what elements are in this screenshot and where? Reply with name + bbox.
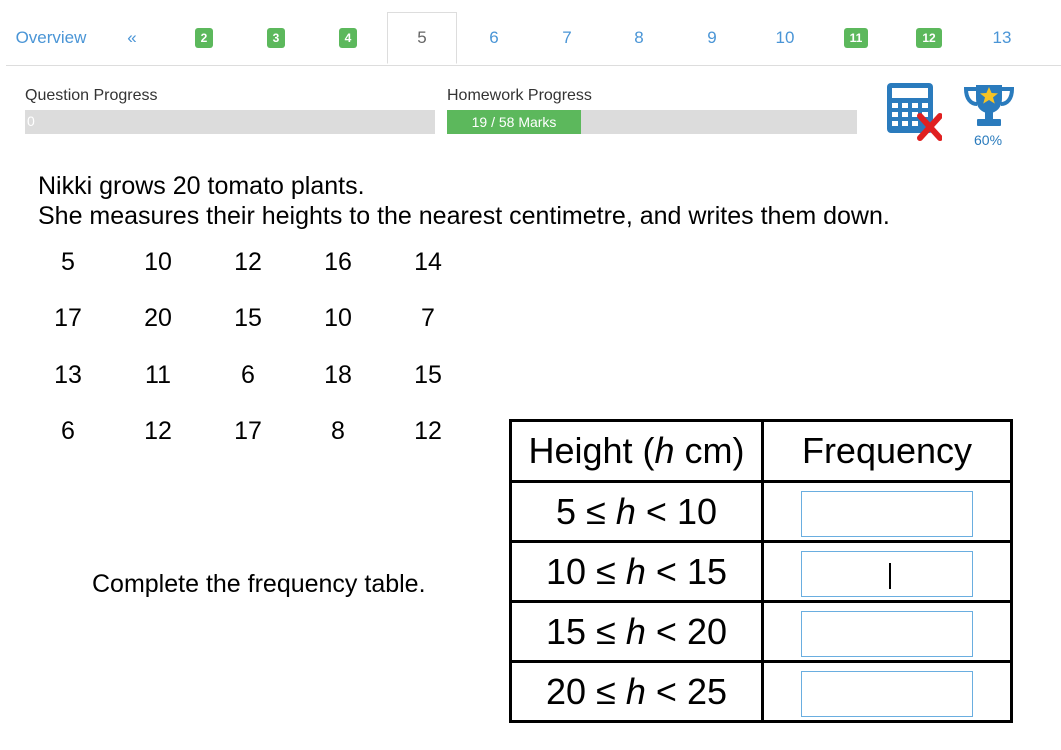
header-text: Height (	[528, 430, 655, 471]
height-interval	[511, 662, 763, 722]
height-value: 6	[61, 417, 75, 445]
tab-question-4[interactable]	[312, 12, 384, 64]
homework-progress-label: Homework Progress	[447, 87, 592, 104]
le-symbol: ≤	[596, 550, 616, 592]
calculator-disabled-icon[interactable]	[886, 82, 942, 142]
tab-overview[interactable]	[6, 12, 96, 64]
question-tabs	[6, 12, 1061, 66]
trophy-icon[interactable]	[963, 82, 1015, 128]
height-value: 17	[234, 417, 262, 445]
lt-symbol: <	[655, 610, 677, 652]
tab-label: «	[127, 28, 137, 47]
interval-low: 5	[556, 490, 577, 532]
completed-badge: 4	[339, 28, 358, 48]
interval-low: 10	[546, 550, 587, 592]
height-value: 8	[331, 417, 345, 445]
tab-question-9[interactable]	[675, 12, 749, 64]
height-value: 18	[324, 361, 352, 389]
tab-question-2[interactable]	[168, 12, 240, 64]
tab-label: 6	[489, 28, 499, 47]
completed-badge: 2	[195, 28, 214, 48]
tab-question-11[interactable]	[821, 12, 891, 64]
tab-label: 13	[992, 28, 1012, 47]
frequency-cell	[763, 662, 1012, 722]
height-column-header	[511, 421, 763, 482]
tab-label: 8	[634, 28, 644, 47]
table-row	[511, 602, 1012, 662]
header-variable: h	[654, 430, 675, 471]
table-header-row	[511, 421, 1012, 482]
height-value: 6	[241, 361, 255, 389]
height-value: 14	[414, 248, 442, 276]
question-line-1: Nikki grows 20 tomato plants.	[38, 172, 365, 200]
height-value: 15	[234, 304, 262, 332]
tab-question-12[interactable]	[891, 12, 967, 64]
lt-symbol: <	[645, 490, 667, 532]
lt-symbol: <	[655, 550, 677, 592]
interval-low: 20	[546, 670, 587, 712]
height-value: 20	[144, 304, 172, 332]
frequency-input[interactable]	[801, 671, 973, 717]
frequency-input[interactable]	[801, 611, 973, 657]
frequency-input[interactable]	[801, 551, 973, 597]
frequency-column-header: Frequency	[763, 421, 1012, 482]
table-row	[511, 482, 1012, 542]
homework-progress-bar	[447, 110, 857, 134]
text-cursor	[889, 563, 891, 589]
height-value: 15	[414, 361, 442, 389]
header-text: cm)	[674, 430, 745, 471]
trophy-percent: 60%	[974, 132, 1003, 148]
question-progress-label: Question Progress	[25, 87, 158, 104]
interval-high: 20	[686, 610, 727, 652]
interval-variable: h	[625, 670, 646, 712]
frequency-cell	[763, 542, 1012, 602]
lt-symbol: <	[655, 670, 677, 712]
instruction-text: Complete the frequency table.	[92, 570, 426, 598]
height-interval	[511, 542, 763, 602]
interval-variable: h	[625, 610, 646, 652]
frequency-input[interactable]	[801, 491, 973, 537]
tab-previous[interactable]	[96, 12, 168, 64]
tab-label: 5	[417, 28, 427, 47]
tab-question-10[interactable]	[749, 12, 821, 64]
interval-high: 25	[686, 670, 727, 712]
tab-question-6[interactable]	[457, 12, 531, 64]
tab-label: 9	[707, 28, 717, 47]
height-value: 7	[421, 304, 435, 332]
frequency-cell	[763, 482, 1012, 542]
interval-low: 15	[546, 610, 587, 652]
height-value: 17	[54, 304, 82, 332]
tab-label: 7	[562, 28, 572, 47]
height-interval	[511, 482, 763, 542]
tab-question-7[interactable]	[531, 12, 603, 64]
height-interval	[511, 602, 763, 662]
completed-badge: 11	[844, 28, 869, 48]
height-value: 5	[61, 248, 75, 276]
tab-label: 10	[775, 28, 795, 47]
height-value: 10	[324, 304, 352, 332]
frequency-cell	[763, 602, 1012, 662]
homework-progress-value: 19 / 58 Marks	[471, 114, 557, 130]
homework-progress-fill	[447, 110, 581, 134]
le-symbol: ≤	[596, 610, 616, 652]
height-value: 10	[144, 248, 172, 276]
interval-high: 15	[686, 550, 727, 592]
completed-badge: 12	[916, 28, 941, 48]
tab-label: Overview	[15, 28, 87, 47]
frequency-table	[509, 419, 1013, 723]
table-row	[511, 662, 1012, 722]
height-value: 12	[144, 417, 172, 445]
table-row	[511, 542, 1012, 602]
height-value: 12	[234, 248, 262, 276]
interval-variable: h	[625, 550, 646, 592]
tab-question-13[interactable]	[967, 12, 1037, 64]
question-progress-value: 0	[27, 113, 35, 129]
height-value: 11	[145, 361, 171, 389]
question-line-2: She measures their heights to the nearest centimetre, and writes them down.	[38, 202, 890, 230]
le-symbol: ≤	[596, 670, 616, 712]
height-value: 12	[414, 417, 442, 445]
interval-high: 10	[676, 490, 717, 532]
height-value: 16	[324, 248, 352, 276]
height-value: 13	[54, 361, 82, 389]
tab-question-8[interactable]	[603, 12, 675, 64]
tab-question-3[interactable]	[240, 12, 312, 64]
tab-question-5[interactable]	[387, 12, 457, 64]
completed-badge: 3	[267, 28, 286, 48]
interval-variable: h	[615, 490, 636, 532]
le-symbol: ≤	[586, 490, 606, 532]
question-progress-bar	[25, 110, 435, 134]
